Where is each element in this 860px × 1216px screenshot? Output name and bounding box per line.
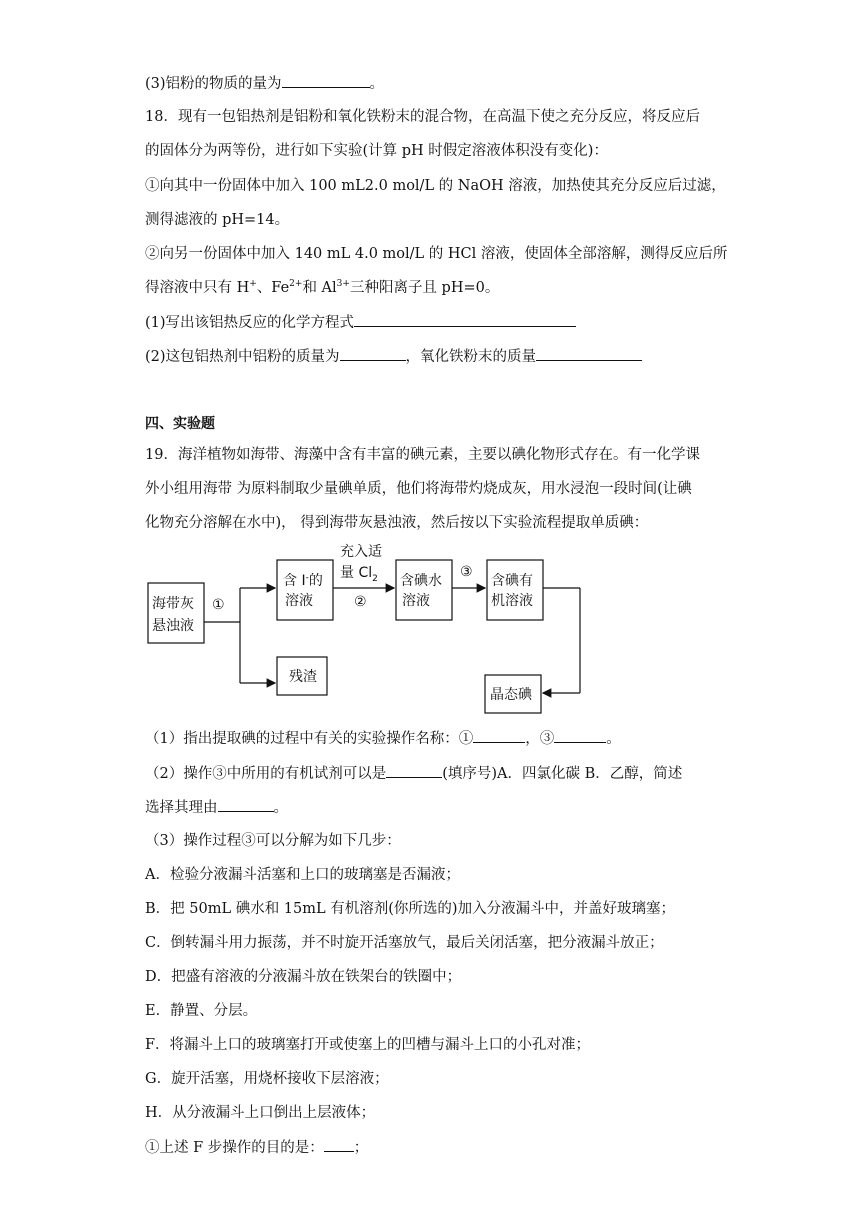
text: 和 Al xyxy=(302,280,337,296)
box-iodine-water xyxy=(396,560,452,620)
q17-part3-text: (3)铝粉的物质的量为 xyxy=(145,76,282,92)
text: 三种阳离子且 pH=0。 xyxy=(349,280,500,296)
answer-blank[interactable] xyxy=(473,728,525,743)
box1-line2: 悬浊液 xyxy=(152,618,194,634)
text: 。 xyxy=(273,800,288,816)
q19-part2-cont xyxy=(145,797,288,818)
box3-line2: 溶液 xyxy=(402,593,430,609)
q18-line4: 测得滤液的 pH=14。 xyxy=(145,212,290,228)
box4-line2: 机溶液 xyxy=(491,593,533,609)
text: 选择其理由 xyxy=(145,800,218,816)
text: ①上述 F 步操作的目的是： xyxy=(145,1140,324,1156)
step2-label: ② xyxy=(354,594,367,610)
reagent-text: 量 Cl xyxy=(340,565,373,581)
q19-line3: 化物充分溶解在水中)， 得到海带灰悬浊液，然后按以下实验流程提取单质碘： xyxy=(145,515,649,531)
superscript: 3+ xyxy=(336,279,350,290)
q19-question-f xyxy=(145,1137,368,1158)
section-heading: 四、实验题 xyxy=(145,416,215,432)
step-e: E．静置、分层。 xyxy=(145,1003,258,1019)
text: （1）指出提取碘的过程中有关的实验操作名称：① xyxy=(145,731,474,747)
step3-label: ③ xyxy=(460,564,473,580)
superscript: + xyxy=(249,279,257,290)
text: ，③ xyxy=(525,731,555,747)
q18-line3: ①向其中一份固体中加入 100 mL2.0 mol/L 的 NaOH 溶液，加热使其充分反应后过滤， xyxy=(145,178,726,194)
box2-line1 xyxy=(283,573,323,589)
box2-line2: 溶液 xyxy=(285,593,313,609)
step-d: D．把盛有溶液的分液漏斗放在铁架台的铁圈中； xyxy=(145,969,462,985)
box5-text: 残渣 xyxy=(289,669,317,685)
q19-part3: （3）操作过程③可以分解为如下几步： xyxy=(145,833,401,849)
box-kelp-ash-suspension xyxy=(148,583,204,643)
box2-text: 含 I xyxy=(283,573,306,589)
step-h: H．从分液漏斗上口倒出上层液体； xyxy=(145,1105,376,1121)
text: (2)这包铝热剂中铝粉的质量为 xyxy=(145,349,340,365)
text: (填序号)A．四氯化碳 B．乙醇，简述 xyxy=(442,766,683,782)
step-f: F．将漏斗上口的玻璃塞打开或使塞上的凹槽与漏斗上口的小孔对准； xyxy=(145,1037,591,1053)
q18-line5: ②向另一份固体中加入 140 mL 4.0 mol/L 的 HCl 溶液，使固体全部溶解，测得反应后所 xyxy=(145,246,728,262)
box-iodine-organic xyxy=(487,560,543,620)
q19-line2: 外小组用海带 为原料制取少量碘单质，他们将海带灼烧成灰，用水浸泡一段时间(让碘 xyxy=(145,481,692,497)
text: 。 xyxy=(606,731,621,747)
answer-blank[interactable] xyxy=(554,728,606,743)
step-g: G．旋开活塞，用烧杯接收下层溶液； xyxy=(145,1071,389,1087)
q18-line2: 的固体分为两等份，进行如下实验(计算 pH 时假定溶液体积没有变化)： xyxy=(145,143,608,159)
answer-blank[interactable] xyxy=(218,797,274,812)
box2-sup: - xyxy=(305,573,309,583)
box3-line1: 含碘水 xyxy=(400,573,442,589)
step-b: B．把 50mL 碘水和 15mL 有机溶剂(你所选的)加入分液漏斗中，并盖好玻璃塞； xyxy=(145,901,676,917)
text: (1)写出该铝热反应的化学方程式 xyxy=(145,315,355,331)
step-a: A．检验分液漏斗活塞和上口的玻璃塞是否漏液； xyxy=(145,867,460,883)
q18-line1: 18．现有一包铝热剂是铝粉和氧化铁粉末的混合物，在高温下使之充分反应，将反应后 xyxy=(145,109,700,125)
answer-blank[interactable] xyxy=(386,763,442,778)
reagent-line1: 充入适 xyxy=(340,544,382,560)
q19-line1: 19．海洋植物如海带、海藻中含有丰富的碘元素，主要以碘化物形式存在。有一化学课 xyxy=(145,447,700,463)
text: 得溶液中只有 H xyxy=(145,280,250,296)
answer-blank[interactable] xyxy=(324,1137,354,1152)
step1-label: ① xyxy=(212,597,225,613)
superscript: 2+ xyxy=(289,279,303,290)
text: ，氧化铁粉末的质量 xyxy=(405,349,537,365)
box1-line1: 海带灰 xyxy=(152,596,194,612)
q19-part1 xyxy=(145,728,621,749)
box2-text-b: 的 xyxy=(308,573,323,589)
text: ； xyxy=(353,1140,369,1156)
punctuation: 。 xyxy=(369,76,385,92)
box-iodide-solution xyxy=(277,560,333,620)
text: 、Fe xyxy=(256,280,290,296)
reagent-sub: 2 xyxy=(372,574,378,584)
box6-text: 晶态碘 xyxy=(490,687,532,703)
q19-part2 xyxy=(145,763,682,784)
reagent-line2 xyxy=(340,565,378,584)
step-c: C．倒转漏斗用力振荡，并不时旋开活塞放气，最后关闭活塞，把分液漏斗放正； xyxy=(145,935,664,951)
text: （2）操作③中所用的有机试剂可以是 xyxy=(145,766,387,782)
box4-line1: 含碘有 xyxy=(491,573,533,589)
